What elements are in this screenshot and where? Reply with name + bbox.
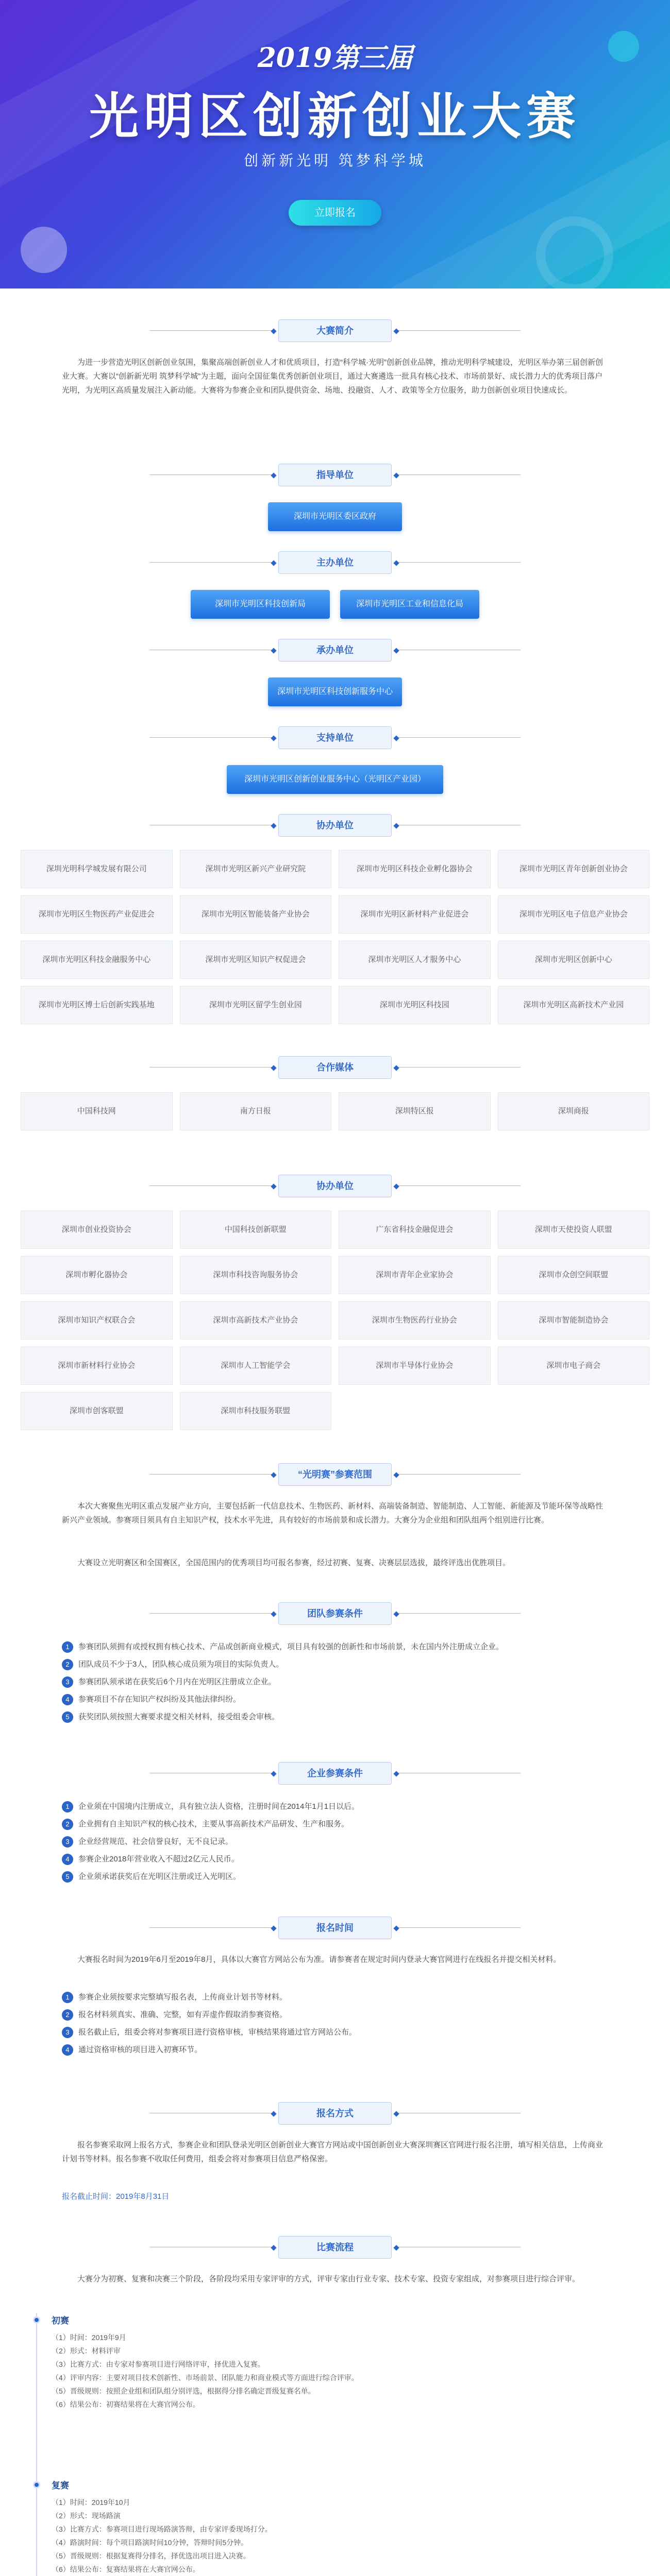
partner-item: 深圳市创客联盟 <box>21 1392 173 1430</box>
list-item: 1 企业须在中国境内注册成立，具有独立法人资格，注册时间在2014年1月1日以后。 <box>62 1798 608 1816</box>
hero-banner <box>0 0 670 289</box>
partner-item: 深圳市电子商会 <box>498 1347 650 1385</box>
section-title-partners: 协办单位 <box>0 1175 670 1197</box>
media-item: 深圳商报 <box>498 1092 650 1130</box>
stage-title: 复赛 <box>52 2481 69 2490</box>
section-title-cosponsor: 协办单位 <box>0 814 670 837</box>
cosponsor-item: 深圳市光明区科技金融服务中心 <box>21 941 173 979</box>
guide-unit: 深圳市光明区委区政府 <box>268 502 402 531</box>
partner-item: 深圳市知识产权联合会 <box>21 1301 173 1340</box>
cosponsor-item: 深圳市光明区创新中心 <box>498 941 650 979</box>
hero-year: 2019第三届 <box>257 42 413 74</box>
list-item: 5 获奖团队须按照大赛要求提交相关材料，接受组委会审核。 <box>62 1708 608 1726</box>
partner-item: 深圳市半导体行业协会 <box>339 1347 491 1385</box>
cosponsor-item: 深圳市光明区科技园 <box>339 986 491 1024</box>
list-item: 2 团队成员不少于3人，团队核心成员须为项目的实际负责人。 <box>62 1656 608 1673</box>
hero-slogan: 创新新光明 筑梦科学城 <box>244 152 426 168</box>
partner-item: 深圳市科技咨询服务协会 <box>180 1256 332 1294</box>
organizer-unit: 深圳市光明区科技创新服务中心 <box>268 677 402 706</box>
section-title-signup: 报名时间 <box>0 1917 670 1939</box>
partner-item: 中国科技创新联盟 <box>180 1211 332 1249</box>
list-item: 2 企业拥有自主知识产权的核心技术，主要从事高新技术产品研发、生产和服务。 <box>62 1816 608 1833</box>
host-unit: 深圳市光明区科技创新局 <box>191 590 330 619</box>
host-unit: 深圳市光明区工业和信息化局 <box>340 590 479 619</box>
method-text: 报名参赛采取网上报名方式，参赛企业和团队登录光明区创新创业大赛官方网站或中国创新创业大赛深圳赛区官网进行报名注册，填写相关信息，上传商业计划书等材料。报名参赛不收取任何费用，组委会将对参赛项目信息严格保密。 <box>62 2141 604 2163</box>
partner-item: 深圳市新材料行业协会 <box>21 1347 173 1385</box>
cosponsor-item: 深圳市光明区科技企业孵化器协会 <box>339 850 491 888</box>
cosponsor-item: 深圳市光明区新兴产业研究院 <box>180 850 332 888</box>
intro-text: 为进一步营造光明区创新创业氛围，集聚高端创新创业人才和优质项目，打造“科学城·光明”创新创业品牌，推动光明科学城建设，光明区举办第三届创新创业大赛。大赛以“创新新光明 筑梦科学城”为主题，面向全国征集优秀创新创业项目，通过大赛遴选一批具有核心技术、市场前景好、成长潜力大的优秀项目落户光明，为光明区高质量发展注入新动能。大赛将为参赛企业和团队提供资金、场地、投融资、人才、政策等全方位服务，助力创新创业项目快速成长。 <box>62 358 603 395</box>
topics-text-2: 大赛设立光明赛区和全国赛区，全国范围内的优秀项目均可报名参赛，经过初赛、复赛、决赛层层选拔，最终评选出优胜项目。 <box>77 1558 511 1567</box>
company-req-list <box>62 1798 608 1886</box>
cosponsor-item: 深圳市光明区生物医药产业促进会 <box>21 895 173 934</box>
partner-item: 深圳市生物医药行业协会 <box>339 1301 491 1340</box>
list-item: 5 企业须承诺获奖后在光明区注册或迁入光明区。 <box>62 1868 608 1886</box>
cosponsor-item: 深圳市光明区人才服务中心 <box>339 941 491 979</box>
partner-item: 深圳市高新技术产业协会 <box>180 1301 332 1340</box>
section-title-media: 合作媒体 <box>0 1056 670 1079</box>
cosponsor-item: 深圳市光明区知识产权促进会 <box>180 941 332 979</box>
list-item: 3 参赛团队须承诺在获奖后6个月内在光明区注册成立企业。 <box>62 1673 608 1691</box>
list-item: 4 参赛项目不存在知识产权纠纷及其他法律纠纷。 <box>62 1691 608 1708</box>
stage-items: （1）时间：2019年10月 （2）形式：现场路演 （3）比赛方式：参赛项目进行现场路演答辩，由专家评委现场打分。 （4）路演时间：每个项目路演时间10分钟，答辩时间5分钟。 （5）晋级规则：根据复赛得分排名，择优选出项目进入决赛。 （6）结果公布：复赛结果将在大赛官网公布。 <box>52 2498 272 2573</box>
cosponsor-item: 深圳市光明区留学生创业园 <box>180 986 332 1024</box>
team-req-list <box>62 1638 608 1726</box>
signup-list <box>62 1989 608 2059</box>
section-title-organizer: 承办单位 <box>0 639 670 662</box>
section-title-method: 报名方式 <box>0 2102 670 2125</box>
topics-text: 本次大赛聚焦光明区重点发展产业方向，主要包括新一代信息技术、生物医药、新材料、高端装备制造、智能制造、人工智能、新能源及节能环保等战略性新兴产业领域。参赛项目须具有自主知识产权，技术水平先进，具有较好的市场前景和成长潜力。大赛分为企业组和团队组两个组别进行比赛。 <box>62 1502 604 1524</box>
signup-text: 大赛报名时间为2019年6月至2019年8月，具体以大赛官方网站公布为准。请参赛者在规定时间内登录大赛官网进行在线报名并提交相关材料。 <box>77 1955 561 1964</box>
section-title-topics: “光明赛”参赛范围 <box>0 1463 670 1486</box>
partner-item: 深圳市青年企业家协会 <box>339 1256 491 1294</box>
cosponsor-item: 深圳市光明区电子信息产业协会 <box>498 895 650 934</box>
section-title-support: 支持单位 <box>0 726 670 749</box>
section-title-flow: 比赛流程 <box>0 2236 670 2259</box>
partner-item: 深圳市天使投资人联盟 <box>498 1211 650 1249</box>
partner-item: 深圳市众创空间联盟 <box>498 1256 650 1294</box>
section-title-team-req: 团队参赛条件 <box>0 1602 670 1625</box>
partner-item: 深圳市创业投资协会 <box>21 1211 173 1249</box>
cosponsor-item: 深圳光明科学城发展有限公司 <box>21 850 173 888</box>
stage-items: （1）时间：2019年9月 （2）形式：材料评审 （3）比赛方式：由专家对参赛项目进行网络评审，择优进入复赛。 （4）评审内容：主要对项目技术创新性、市场前景、团队能力和商业模式等方面进行综合评审。 （5）晋级规则：按照企业组和团队组分别评选，根据得分排名确定晋级复赛名单。 （6）结果公布：初赛结果将在大赛官网公布。 <box>52 2333 359 2409</box>
cosponsor-item: 深圳市光明区博士后创新实践基地 <box>21 986 173 1024</box>
partner-item: 深圳市孵化器协会 <box>21 1256 173 1294</box>
flow-timeline <box>31 2313 639 2576</box>
partner-item: 深圳市智能制造协会 <box>498 1301 650 1340</box>
section-title-host: 主办单位 <box>0 551 670 574</box>
signup-button[interactable]: 立即报名 <box>289 200 381 226</box>
list-item: 3 企业经营规范、社会信誉良好，无不良记录。 <box>62 1833 608 1851</box>
list-item: 2 报名材料须真实、准确、完整，如有弄虚作假取消参赛资格。 <box>62 2006 608 2024</box>
cosponsor-item: 深圳市光明区智能装备产业协会 <box>180 895 332 934</box>
media-item: 深圳特区报 <box>339 1092 491 1130</box>
cosponsor-grid <box>21 850 649 1024</box>
section-title-intro: 大赛简介 <box>0 319 670 342</box>
list-item: 3 报名截止后，组委会将对参赛项目进行资格审核，审核结果将通过官方网站公布。 <box>62 2024 608 2041</box>
stage-title: 初赛 <box>52 2316 69 2326</box>
list-item: 4 参赛企业2018年营业收入不超过2亿元人民币。 <box>62 1851 608 1868</box>
media-item: 南方日报 <box>180 1092 332 1130</box>
list-item: 4 通过资格审核的项目进入初赛环节。 <box>62 2041 608 2059</box>
section-title-company-req: 企业参赛条件 <box>0 1762 670 1785</box>
list-item: 1 参赛团队须拥有或授权拥有核心技术、产品或创新商业模式，项目具有较强的创新性和市场前景，未在国内外注册成立企业。 <box>62 1638 608 1656</box>
method-link[interactable]: 报名截止时间：2019年8月31日 <box>62 2192 170 2201</box>
media-grid <box>21 1092 649 1130</box>
timeline-dot <box>33 2316 40 2324</box>
partner-item: 广东省科技金融促进会 <box>339 1211 491 1249</box>
timeline-dot <box>33 2481 40 2488</box>
partner-grid <box>21 1211 649 1430</box>
flow-intro: 大赛分为初赛、复赛和决赛三个阶段，各阶段均采用专家评审的方式，评审专家由行业专家、技术专家、投资专家组成，对参赛项目进行综合评审。 <box>77 2275 580 2283</box>
cosponsor-item: 深圳市光明区高新技术产业园 <box>498 986 650 1024</box>
partner-item: 深圳市人工智能学会 <box>180 1347 332 1385</box>
cosponsor-item: 深圳市光明区新材料产业促进会 <box>339 895 491 934</box>
support-unit: 深圳市光明区创新创业服务中心（光明区产业园） <box>227 765 443 794</box>
section-title-guide: 指导单位 <box>0 464 670 486</box>
partner-item: 深圳市科技服务联盟 <box>180 1392 332 1430</box>
media-item: 中国科技网 <box>21 1092 173 1130</box>
hero-decor-circle <box>536 216 613 289</box>
list-item: 1 参赛企业须按要求完整填写报名表，上传商业计划书等材料。 <box>62 1989 608 2006</box>
cosponsor-item: 深圳市光明区青年创新创业协会 <box>498 850 650 888</box>
hero-decor-circle <box>21 227 67 273</box>
hero-title: 光明区创新创业大赛 <box>89 89 581 144</box>
